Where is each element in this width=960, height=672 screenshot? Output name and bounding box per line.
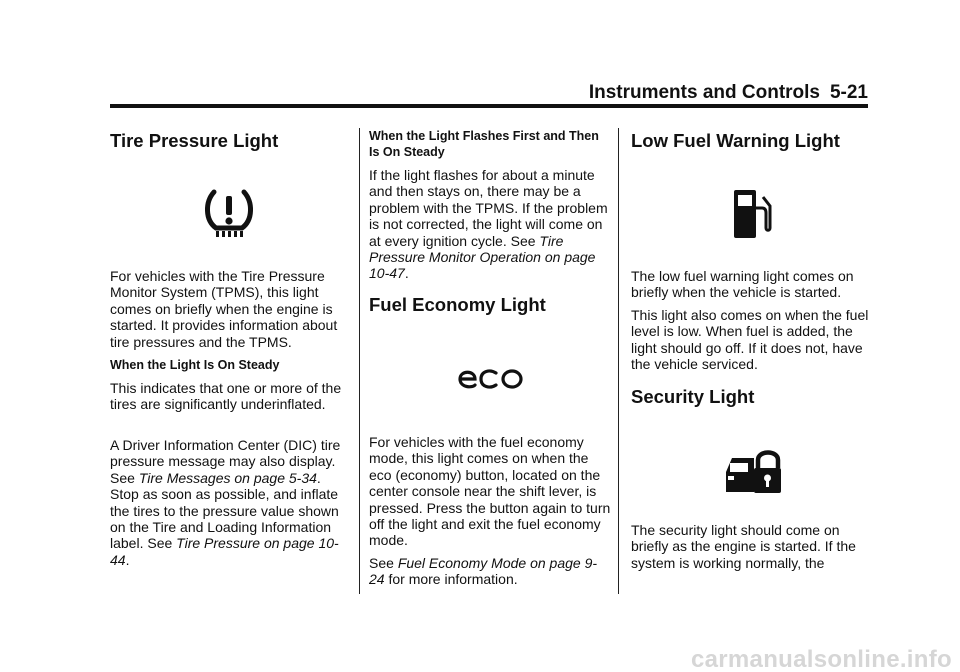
tpms-flash-paragraph: If the light flashes for about a minute and then stays on, there may be a problem with the TPMS. If the problem is not corrected, the light will come on at every ignition cycle. See Tire Pressure Monitor Operation on page 10-47. — [369, 167, 608, 282]
tire-underinflated-paragraph: This indicates that one or more of the tires are significantly underinflated. — [110, 380, 342, 413]
eco-icon — [456, 360, 526, 394]
subheading-flashes-then-steady: When the Light Flashes First and Then Is On Steady — [369, 129, 599, 159]
column-divider-1 — [359, 128, 360, 594]
column-divider-2 — [618, 128, 619, 594]
heading-tire-pressure-light: Tire Pressure Light — [110, 130, 279, 151]
tire-pressure-intro: For vehicles with the Tire Pressure Monitor System (TPMS), this light comes on briefly when the engine is started. It provides information about tire pressures and the TPMS. — [110, 268, 338, 350]
link-tire-pressure[interactable]: Tire Pressure on page 10-44 — [110, 535, 339, 568]
fuel-pump-icon — [732, 188, 774, 240]
link-tpms-operation[interactable]: Tire Pressure Monitor Operation on page 10-47 — [369, 232, 596, 282]
heading-security-light: Security Light — [631, 386, 755, 407]
watermark-url: carmanualsonline.info — [690, 646, 952, 672]
security-light-paragraph: The security light should come on briefly as the engine is started. If the system is working normally, the — [631, 522, 856, 571]
low-fuel-paragraph-1: The low fuel warning light comes on briefly when the vehicle is started. — [631, 268, 854, 301]
fuel-economy-paragraph: For vehicles with the fuel economy mode, this light comes on when the eco (economy) button, located on the center console near the shift lever, is pressed. Press the button again to turn off the light and exit the fuel economy mode. — [369, 434, 611, 549]
link-fuel-economy-mode[interactable]: Fuel Economy Mode on page 9-24 — [369, 555, 598, 588]
header-rule — [110, 104, 868, 108]
running-header-title: Instruments and Controls — [588, 82, 820, 103]
low-fuel-paragraph-2: This light also comes on when the fuel level is low. When fuel is added, the light should go off. If it does not, have the vehicle serviced. — [631, 307, 869, 373]
heading-fuel-economy-light: Fuel Economy Light — [369, 294, 546, 315]
tire-pressure-warning-icon — [202, 188, 256, 240]
security-lock-icon — [724, 446, 782, 496]
heading-low-fuel-warning-light: Low Fuel Warning Light — [631, 130, 840, 151]
link-tire-messages[interactable]: Tire Messages on page 5-34 — [138, 469, 317, 486]
fuel-economy-see-paragraph: See Fuel Economy Mode on page 9-24 for more information. — [369, 555, 598, 588]
subheading-light-on-steady: When the Light Is On Steady — [110, 358, 280, 372]
dic-message-paragraph: A Driver Information Center (DIC) tire pressure message may also display. See Tire Messages on page 5-34. Stop as soon as possible, and inflate the tires to the pressure value shown on the Tire and Loading Information label. See Tire Pressure on page 10-44. — [110, 437, 341, 568]
page-number: 5-21 — [829, 82, 868, 103]
